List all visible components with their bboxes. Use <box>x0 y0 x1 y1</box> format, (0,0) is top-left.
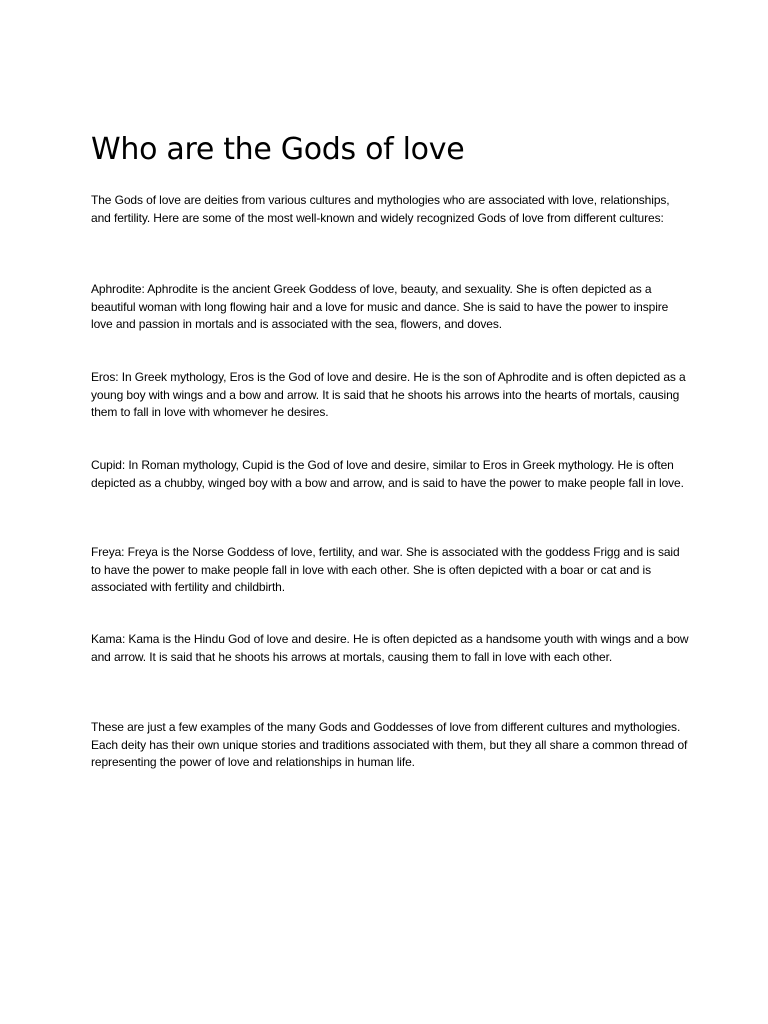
paragraph-closing: These are just a few examples of the many Gods and Goddesses of love from different cultures and mythologies. Each deity has their own unique stories and traditions associated with them, but they all share a common thread of representing the power of love and relationships in human life. <box>91 720 688 769</box>
paragraph-freya: Freya: Freya is the Norse Goddess of love, fertility, and war. She is associated with the goddess Frigg and is said to have the power to make people fall in love with each other. She is often depicted with a boar or cat and is associated with fertility and childbirth. <box>91 545 680 594</box>
paragraph-cupid: Cupid: In Roman mythology, Cupid is the God of love and desire, similar to Eros in Greek mythology. He is often depicted as a chubby, winged boy with a bow and arrow, and is said to have the power to make people fall in love. <box>91 458 684 490</box>
paragraph-aphrodite: Aphrodite: Aphrodite is the ancient Greek Goddess of love, beauty, and sexuality. She is often depicted as a beautiful woman with long flowing hair and a love for music and dance. She is said to have the power to inspire love and passion in mortals and is associated with the sea, flowers, and doves. <box>91 282 669 331</box>
paragraph-intro: The Gods of love are deities from various cultures and mythologies who are associated with love, relationships, and fertility. Here are some of the most well-known and widely recognized Gods of love from different cultures: <box>91 193 670 225</box>
paragraph-kama: Kama: Kama is the Hindu God of love and desire. He is often depicted as a handsome youth with wings and a bow and arrow. It is said that he shoots his arrows at mortals, causing them to fall in love with each other. <box>91 632 689 664</box>
paragraph-eros: Eros: In Greek mythology, Eros is the God of love and desire. He is the son of Aphrodite and is often depicted as a young boy with wings and a bow and arrow. It is said that he shoots his arrows into the hearts of mortals, causing them to fall in love with whomever he desires. <box>91 370 686 419</box>
document-title: Who are the Gods of love <box>91 132 465 167</box>
